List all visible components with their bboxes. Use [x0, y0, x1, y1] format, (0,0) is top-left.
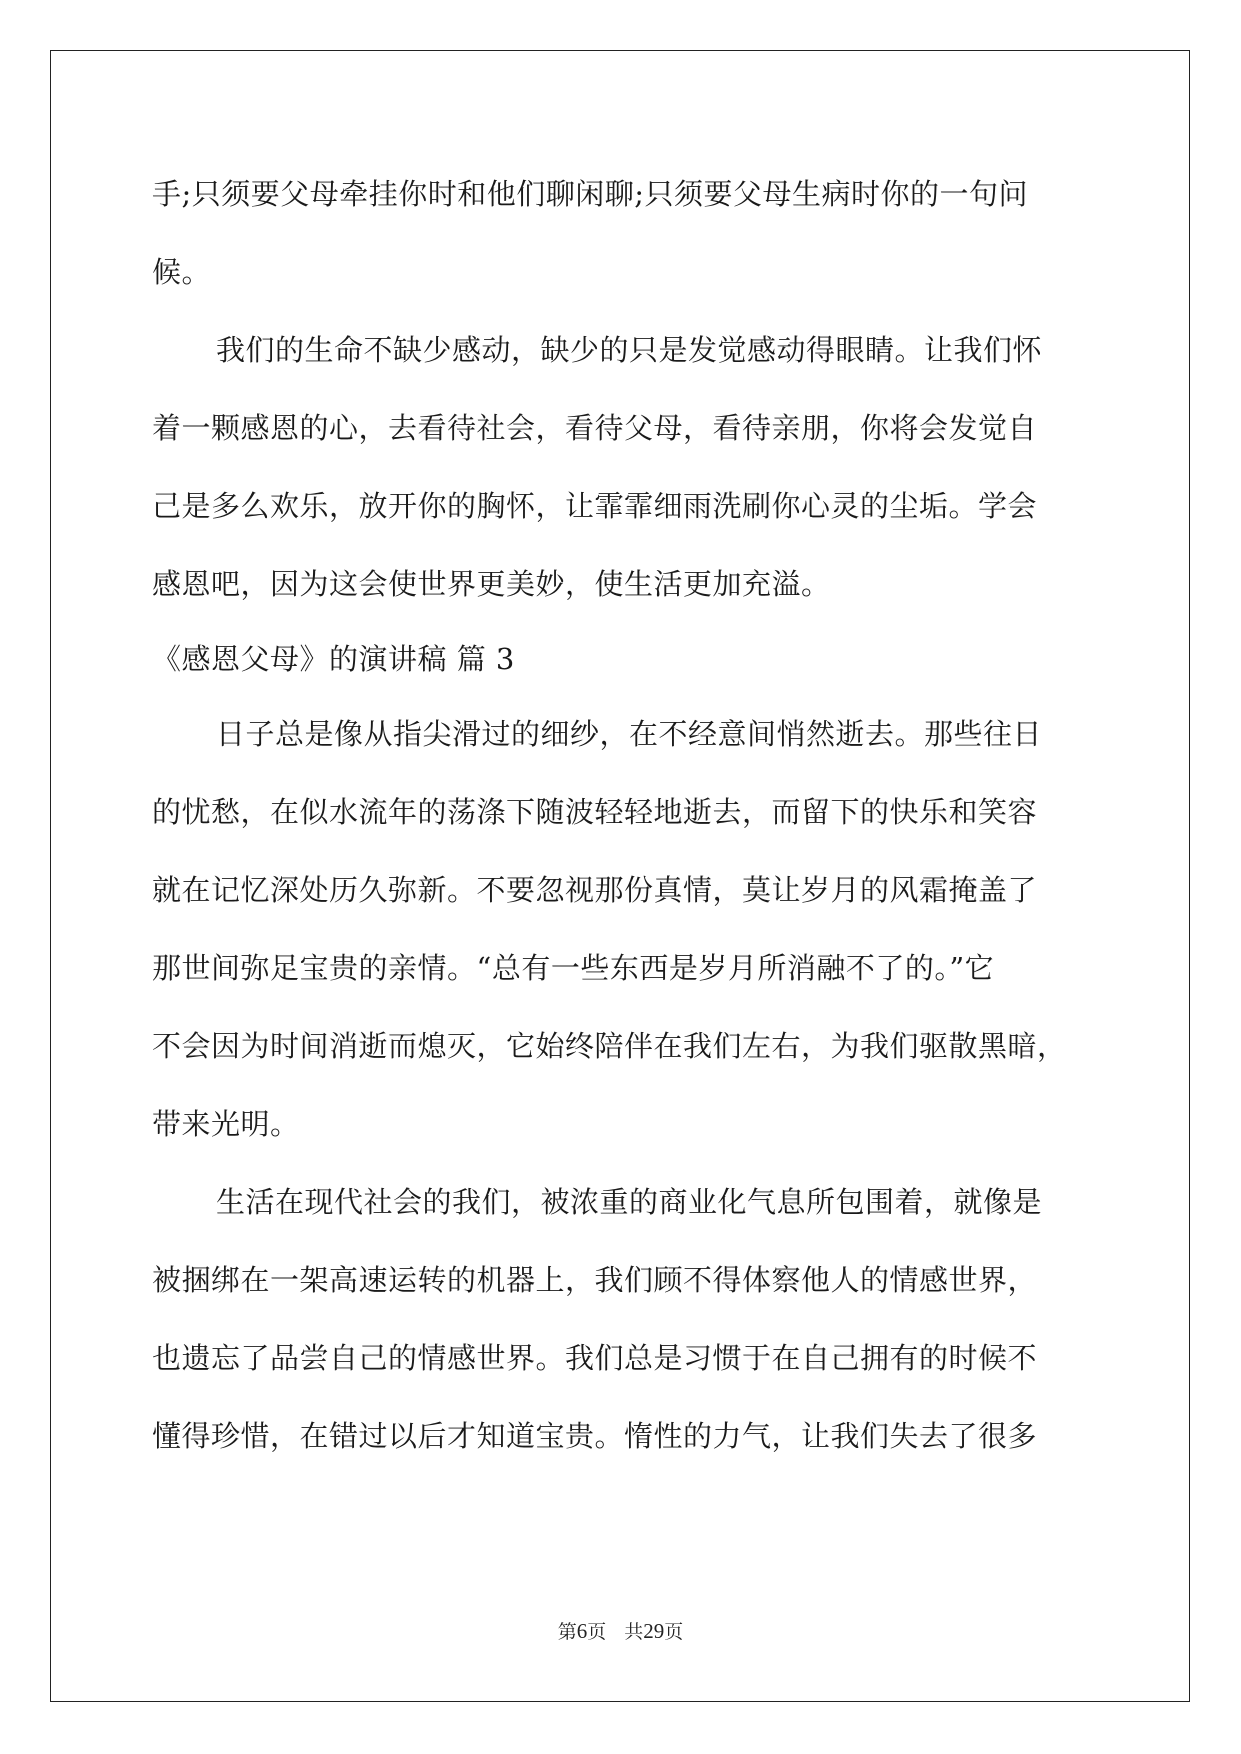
footer-total-prefix: 共 [624, 1622, 644, 1643]
document-body [152, 155, 1092, 1475]
text-line: 感恩吧，因为这会使世界更美妙，使生活更加充溢。 [152, 567, 831, 601]
total-pages: 29 [643, 1619, 665, 1643]
paragraph-start-line: 日子总是像从指尖滑过的细纱，在不经意间悄然逝去。那些往日 [216, 717, 1043, 751]
text-line: 就在记忆深处历久弥新。不要忽视那份真情，莫让岁月的风霜掩盖了 [152, 873, 1038, 907]
text-line: 手;只须要父母牵挂你时和他们聊闲聊;只须要父母生病时你的一句问 [152, 177, 1029, 211]
text-line: 的忧愁，在似水流年的荡涤下随波轻轻地逝去，而留下的快乐和笑容 [152, 795, 1038, 829]
paragraph-start-line: 我们的生命不缺少感动，缺少的只是发觉感动得眼睛。让我们怀 [216, 333, 1043, 367]
page-footer [0, 1617, 1241, 1644]
text-line: 也遗忘了品尝自己的情感世界。我们总是习惯于在自己拥有的时候不 [152, 1341, 1038, 1375]
footer-page-suffix: 页 [587, 1622, 607, 1643]
text-line: 着一颗感恩的心，去看待社会，看待父母，看待亲朋，你将会发觉自 [152, 411, 1038, 445]
text-line: 被捆绑在一架高速运转的机器上，我们顾不得体察他人的情感世界， [152, 1263, 1038, 1297]
section-heading: 《感恩父母》的演讲稿 篇 3 [152, 642, 515, 676]
text-line: 己是多么欢乐，放开你的胸怀，让霏霏细雨洗刷你心灵的尘垢。学会 [152, 489, 1038, 523]
footer-prefix: 第 [557, 1622, 577, 1643]
text-line: 懂得珍惜，在错过以后才知道宝贵。惰性的力气，让我们失去了很多 [152, 1419, 1038, 1453]
paragraph-start-line: 生活在现代社会的我们，被浓重的商业化气息所包围着，就像是 [216, 1185, 1043, 1219]
text-line: 候。 [152, 255, 212, 289]
text-line: 那世间弥足宝贵的亲情。“总有一些东西是岁月所消融不了的。”它 [152, 951, 995, 985]
page-number: 6 [576, 1619, 588, 1643]
text-line: 不会因为时间消逝而熄灭，它始终陪伴在我们左右，为我们驱散黑暗， [152, 1029, 1067, 1063]
footer-total-suffix: 页 [664, 1622, 684, 1643]
text-line: 带来光明。 [152, 1107, 300, 1141]
